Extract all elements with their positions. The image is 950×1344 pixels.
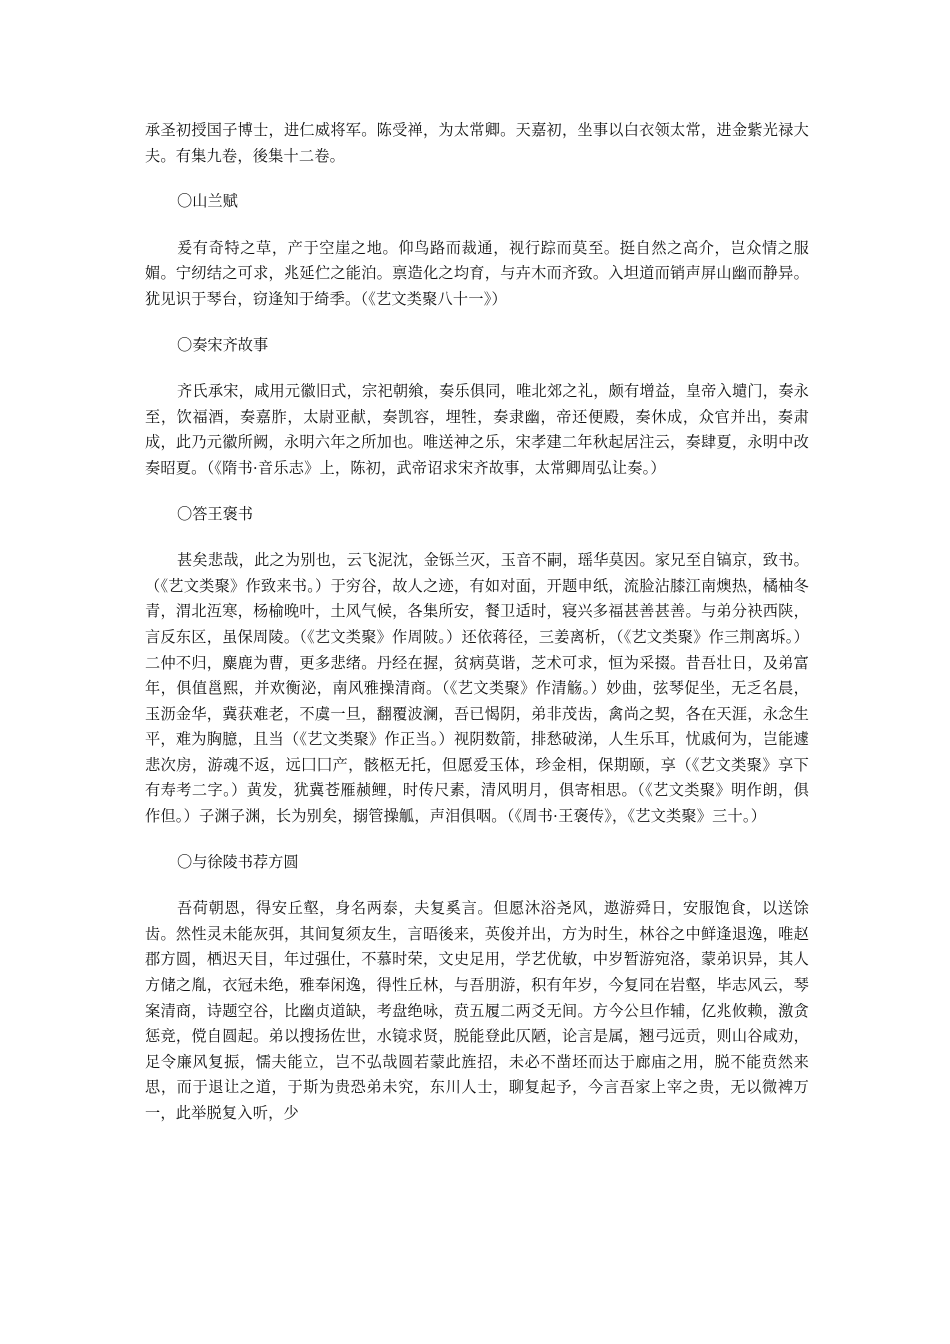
section-title-zousongqi: 〇奏宋齐故事 xyxy=(177,335,269,354)
spacer xyxy=(145,830,809,850)
section-title-dawangbao: 〇答王褒书 xyxy=(177,504,253,523)
spacer xyxy=(145,215,809,236)
spacer xyxy=(145,358,809,379)
spacer xyxy=(145,482,809,502)
intro-paragraph: 承圣初授国子博士，进仁威将军。陈受禅，为太常卿。天嘉初，坐事以白衣领太常，进金紫光禄大夫。有集九卷，後集十二卷。 xyxy=(145,121,809,165)
section-title-yuxuling: 〇与徐陵书荐方圆 xyxy=(177,852,299,871)
spacer xyxy=(145,313,809,333)
spacer xyxy=(145,169,809,189)
document-page xyxy=(145,118,809,1127)
spacer xyxy=(145,527,809,548)
section-body-shanlanfu: 爰有奇特之草，产于空崖之地。仰鸟路而裁通，视行踪而莫至。挺自然之高介，岂众情之服媚。宁纫结之可求，兆延伫之能泊。禀造化之均育，与卉木而齐致。入坦道而销声屏山幽而静异。犹见识于琴台，窃逢知于绮季。（《艺文类聚八十一》） xyxy=(145,238,809,308)
section-body-zousongqi: 齐氏承宋，咸用元徽旧式，宗祀朝飨，奏乐俱同，唯北郊之礼，颇有增益，皇帝入壝门，奏永至，饮福酒，奏嘉胙，太尉亚献，奏凯容，埋牲，奏隶幽，帝还便殿，奏休成，众官并出，奏肃成，此乃元徽所阙，永明六年之所加也。唯送神之乐，宋孝建二年秋起居注云，奏肆夏，永明中改奏昭夏。（《隋书·音乐志》上，陈初，武帝诏求宋齐故事，太常卿周弘让奏。） xyxy=(145,382,809,477)
section-title-shanlanfu: 〇山兰赋 xyxy=(177,192,238,211)
section-body-yuxuling: 吾荷朝恩，得安丘壑，身名两泰，夫复奚言。但愿沐浴尧风，遨游舜日，安服饱食，以送馀齿。然性灵未能灰弭，其间复须友生，言晤後来，英俊并出，方为时生，林谷之中鲜逢退逸，唯赵郡方圆，栖迟天目，年过强仕，不慕时荣，文史足用，学艺优敏，中岁暂游宛洛，蒙弟识异，其人方储之胤，衣冠未绝，雅奉闲逸，得性丘林，与吾朋游，积有年岁，今复同在岩壑，毕志风云，琴案清商，诗题空谷，比幽贞道缺，考盘绝咏，贲五履二两爻无间。方今公旦作辅，亿兆攸赖，激贪惩竞，傥自圆起。弟以搜扬佐世，水镜求贤，脱能登此仄陋，论言是属，翘弓远贡，则山谷咸劝，足令廉风复振，懦夫能立，岂不弘哉圆若蒙此旌招，未必不凿坯而达于廊庙之用，脱不能贲然来思，而于退让之道，于斯为贵恐弟未究，东川人士，聊复起予，今言吾家上宰之贵，无以微裨万一，此举脱复入听，少 xyxy=(145,899,809,1122)
spacer xyxy=(145,875,809,896)
section-body-dawangbao: 甚矣悲哉，此之为别也，云飞泥沈，金铄兰灭，玉音不嗣，瑶华莫因。家兄至自镐京，致书。（《艺文类聚》作致来书。）于穷谷，故人之迹，有如对面，开题申纸，流脸沾膝江南燠热，橘柚冬青，渭北沍寒，杨榆晚叶，土风气候，各集所安，餐卫适时，寝兴多福甚善甚善。与弟分袂西陕，言反东区，虽保周陵。（《艺文类聚》作周陂。）还依蒋径，三姜离析，（《艺文类聚》作三荆离坼。）二仲不归，麋鹿为曹，更多悲绪。丹经在握，贫病莫谐，芝术可求，恒为采掇。昔吾壮日，及弟富年，俱值邕熙，并欢衡泌，南风雅操清商。（《艺文类聚》作清觞。）妙曲，弦琴促坐，无乏名晨，玉沥金华，冀获难老，不虞一旦，翻覆波澜，吾已愒阴，弟非茂齿，禽尚之契，各在天涯，永念生平，难为胸臆，且当（《艺文类聚》作正当。）视阴数箭，排愁破涕，人生乐耳，忧戚何为，岂能遽悲次房，游魂不返，远囗囗产，骸柩无托，但愿爱玉体，珍金相，保期颐，享（《艺文类聚》享下有寿考二字。）黄发，犹冀苍雁赪鲤，时传尺素，清风明月，俱寄相思。（《艺文类聚》明作朗，俱作但。）子渊子渊，长为别矣，搦管操觚，声泪俱咽。（《周书·王褒传》，《艺文类聚》三十。） xyxy=(145,551,809,826)
